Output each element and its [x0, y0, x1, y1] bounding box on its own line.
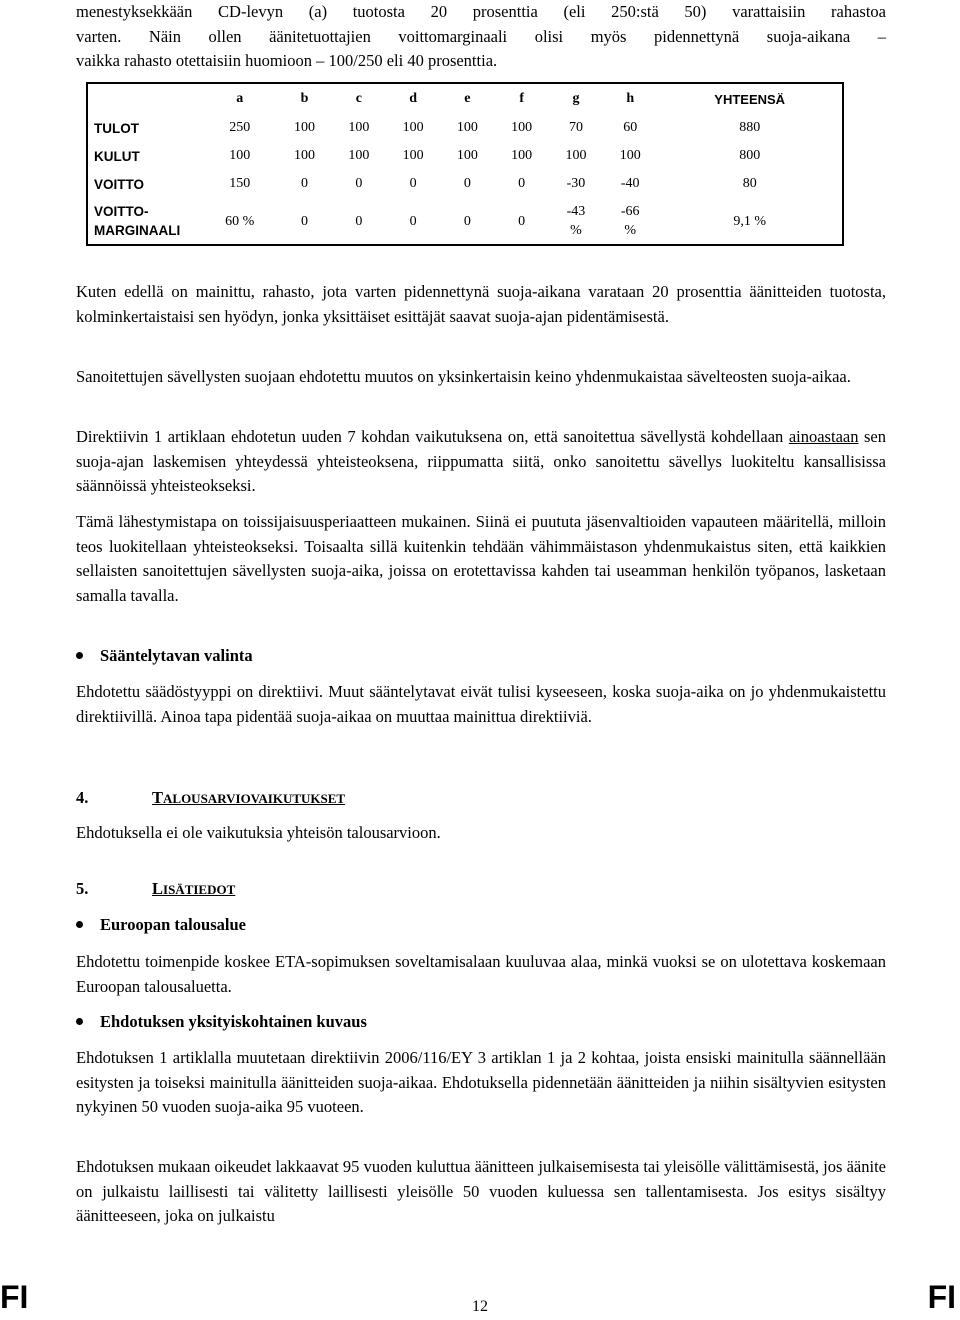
bullet-heading-text: Ehdotuksen yksityiskohtainen kuvaus [100, 1012, 367, 1031]
table-header-row [87, 83, 843, 114]
bullet-heading-text: Euroopan talousalue [100, 915, 246, 934]
bullet-heading [76, 915, 246, 935]
section-heading [76, 879, 235, 899]
row-label: KULUT [94, 148, 140, 164]
paragraph: Ehdotettu toimenpide koskee ETA-sopimuksen soveltamisalaan kuuluvaa alaa, minkä vuoksi se on ulotettava koskemaan Euroopan talousaluetta. [76, 952, 886, 996]
section-heading [76, 788, 345, 808]
table-cell: 0 [355, 176, 363, 191]
table-cell: 60 [623, 120, 638, 135]
bullet-heading-text: Sääntelytavan valinta [100, 646, 253, 665]
section-title-rest: ISÄTIEDOT [163, 882, 236, 897]
table-cell: 80 [742, 176, 757, 191]
bullet-heading [76, 1012, 367, 1032]
table-cell: 100 [294, 148, 316, 163]
table-cell: -30 [566, 176, 586, 191]
paragraph: Tämä lähestymistapa on toissijaisuusperiaatteen mukainen. Siinä ei puututa jäsenvaltioiden vapauteen määritellä, milloin teos luokitellaan yhteisteokseksi. Toisaalta sillä kuitenkin tehdään vähimmäistason yhdenmukaistus siten, että kaikkien sellaisten sanoitettujen sävellysten suoja-aika, joissa on erotettavissa kahden tai useamman henkilön työpanos, lasketaan samalla tavalla. [76, 512, 886, 605]
table-cell: 100 [402, 120, 424, 135]
section-title [152, 879, 235, 898]
underlined-word: ainoastaan [788, 427, 859, 446]
section-title-rest: ALOUSARVIOVAIKUTUKSET [163, 791, 346, 806]
table-cell [549, 198, 603, 245]
cell-line: -66 [620, 204, 640, 219]
paragraph [76, 425, 886, 499]
table-header-cell: h [626, 91, 635, 106]
table-row [87, 170, 843, 198]
table-header-cell: a [236, 91, 244, 106]
table-cell: 800 [739, 148, 761, 163]
section-title [152, 788, 345, 807]
footer-language-right: FI [927, 1279, 956, 1315]
table-cell: 0 [463, 176, 471, 191]
table-cell: 100 [348, 120, 370, 135]
table-cell: 150 [229, 176, 251, 191]
table-header-cell: c [355, 91, 362, 106]
table-row [87, 198, 843, 245]
bullet-heading [76, 646, 253, 666]
table-cell: 100 [229, 148, 251, 163]
intro-line: varten. Näin ollen äänitetuottajien voittomarginaali olisi myös pidennettynä suoja-aikana – [76, 26, 886, 46]
cell-line: -43 [566, 204, 586, 219]
paragraph: Kuten edellä on mainittu, rahasto, jota varten pidennettynä suoja-aikana varataan 20 prosenttia äänitteiden tuotosta, kolminkertaistaisi sen hyödyn, jonka yksittäiset esittäjät saavat suoja-ajan pidentämisestä. [76, 282, 886, 326]
page-number: 12 [472, 1298, 488, 1315]
table-cell: 100 [348, 148, 370, 163]
table-header-cell: g [572, 91, 580, 106]
table-cell: 100 [456, 148, 478, 163]
table-cell: 0 [355, 213, 363, 229]
profit-margin-table [86, 82, 844, 246]
table-row [87, 142, 843, 170]
intro-line: vaikka rahasto otettaisiin huomioon – 100/250 eli 40 prosenttia. [76, 51, 498, 70]
table-cell: 0 [409, 213, 417, 229]
section-number: 4. [76, 788, 89, 807]
table-cell: 0 [301, 176, 309, 191]
bullet-icon [76, 652, 83, 659]
table-cell: 250 [229, 120, 251, 135]
row-label: TULOT [94, 120, 139, 136]
text-run: Direktiivin 1 artiklaan ehdotetun uuden 7 kohdan vaikutuksena on, että sanoitettua sävellystä kohdellaan [76, 427, 789, 446]
bullet-icon [76, 921, 83, 928]
table-cell: 0 [463, 213, 471, 229]
table-cell: 0 [518, 213, 526, 229]
paragraph: Ehdotuksen mukaan oikeudet lakkaavat 95 vuoden kuluttua äänitteen julkaisemisesta tai yleisölle välittämisestä, jos äänite on julkaistu laillisesti tai välitetty laillisesti yleisölle 50 vuoden kuluessa sen tallentamisesta. Jos esitys sisältyy äänitteeseen, joka on julkaistu [76, 1157, 886, 1225]
text-run: sen suoja-ajan laskemisen yhteydessä yhteisteoksena, riippumatta siitä, onko sanoitettu sävellys luokiteltu kansallisissa säännöissä yhteisteokseksi. [76, 427, 886, 495]
row-label [87, 198, 202, 245]
table-row [87, 114, 843, 142]
footer-language-left: FI [0, 1279, 29, 1315]
table-header-cell: d [409, 91, 417, 106]
paragraph: Ehdotuksen 1 artiklalla muutetaan direktiivin 2006/116/EY 3 artiklan 1 ja 2 kohtaa, joista ensiski mainitulla säännellään esitysten ja toiseksi mainitulla äänitteiden suoja-aikaa. Ehdotuksella pidennetään äänitteiden ja niihin sisältyvien esitysten nykyinen 50 vuoden suoja-aika 95 vuoteen. [76, 1048, 886, 1116]
table-cell: 880 [739, 120, 761, 135]
table-cell: 100 [619, 148, 641, 163]
cell-line: % [624, 223, 637, 238]
table-cell: 100 [565, 148, 587, 163]
bullet-icon [76, 1018, 83, 1025]
intro-line: menestyksekkään CD-levyn (a) tuotosta 20 prosenttia (eli 250:stä 50) varattaisiin rahastoa [76, 2, 886, 21]
table-cell: 0 [409, 176, 417, 191]
table-cell: 0 [518, 176, 526, 191]
table-header-cell: f [519, 91, 524, 106]
intro-paragraph [76, 0, 886, 74]
table-cell: 70 [568, 120, 583, 135]
table-cell: 9,1 % [733, 213, 767, 229]
table-header-cell: e [464, 91, 471, 106]
table-cell: 100 [402, 148, 424, 163]
section-title-initial: T [152, 788, 164, 807]
table-corner-cell [87, 83, 202, 114]
row-label-line: MARGINAALI [94, 223, 181, 238]
table-cell: -40 [620, 176, 640, 191]
cell-line: % [570, 223, 582, 238]
table-cell: 60 % [225, 213, 255, 229]
row-label: VOITTO [94, 176, 145, 192]
paragraph: Sanoitettujen sävellysten suojaan ehdotettu muutos on yksinkertaisin keino yhdenmukaistaa sävelteosten suoja-aikaa. [76, 367, 851, 386]
paragraph: Ehdotettu säädöstyyppi on direktiivi. Muut sääntelytavat eivät tulisi kyseeseen, koska suoja-aika on jo yhdenmukaistettu direktiivillä. Ainoa tapa pidentää suoja-aikaa on muuttaa mainittua direktiiviä. [76, 682, 886, 726]
table-cell [603, 198, 657, 245]
table-header-total: YHTEENSÄ [714, 91, 786, 107]
table-cell: 100 [511, 148, 533, 163]
section-number: 5. [76, 879, 89, 898]
section-title-initial: L [152, 879, 164, 898]
table-cell: 100 [294, 120, 316, 135]
table-cell: 0 [301, 213, 309, 229]
row-label-line: VOITTO- [94, 204, 149, 219]
table-cell: 100 [511, 120, 533, 135]
table-cell: 100 [456, 120, 478, 135]
table-header-cell: b [300, 91, 309, 106]
paragraph: Ehdotuksella ei ole vaikutuksia yhteisön talousarvioon. [76, 823, 441, 842]
